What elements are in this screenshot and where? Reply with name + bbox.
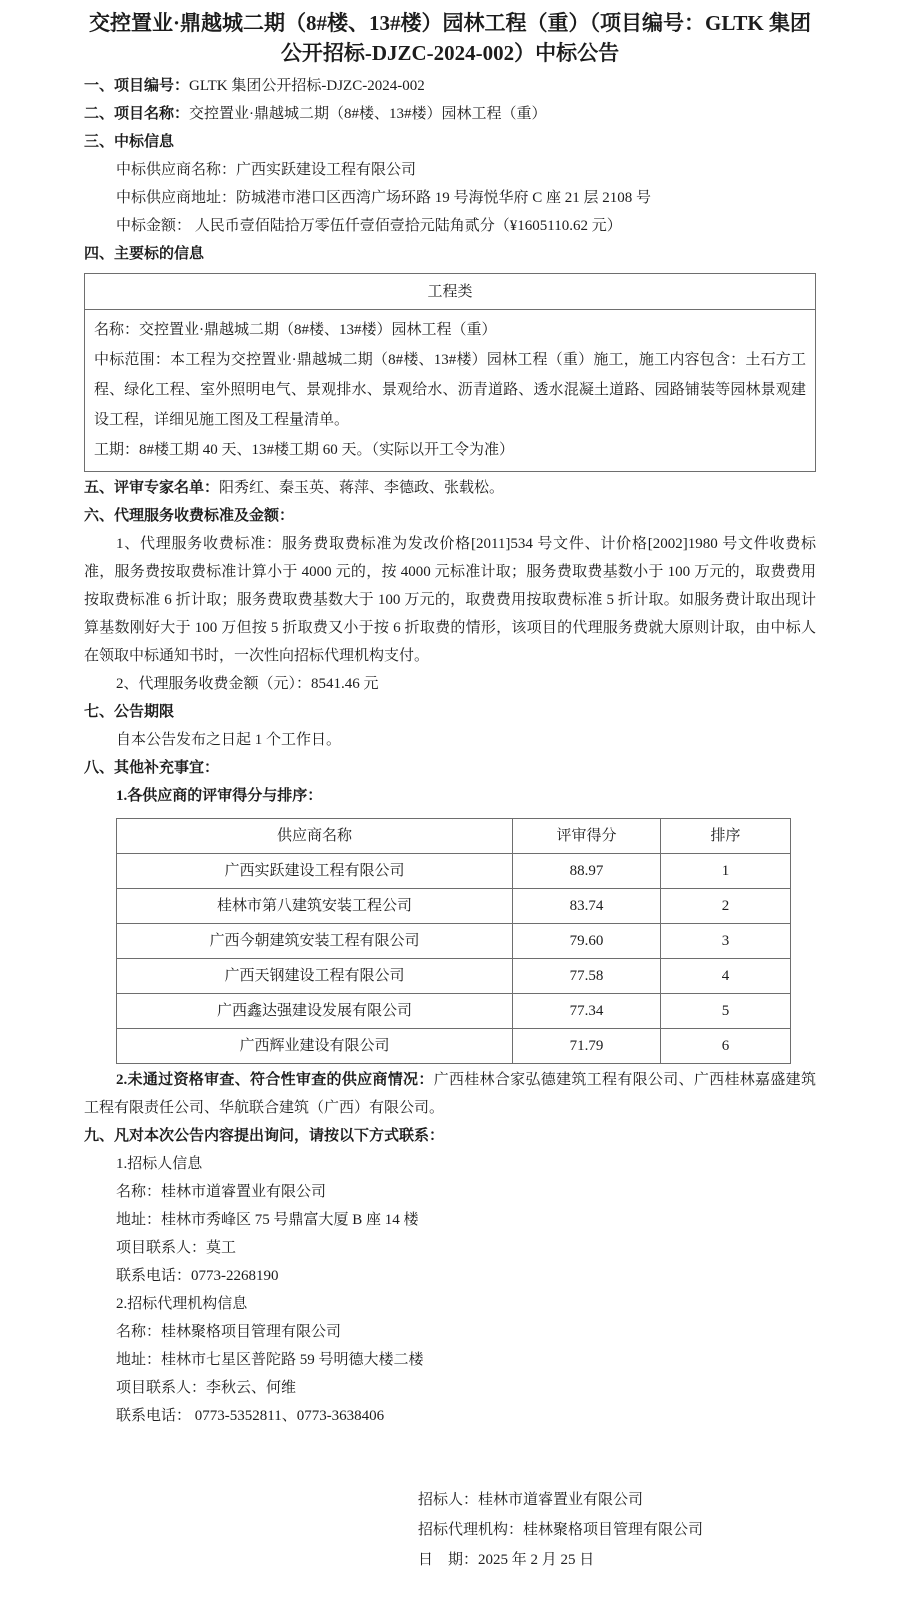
supplier-name-cell: 广西天钢建设工程有限公司 [117,959,513,994]
project-number-value: GLTK 集团公开招标-DJZC-2024-002 [189,78,425,94]
award-supplier-address: 中标供应商地址：防城港市港口区西湾广场环路 19 号海悦华府 C 座 21 层 2108 号 [116,190,652,206]
contact-agency-address: 地址：桂林市七星区普陀路 59 号明德大楼二楼 [116,1352,424,1368]
table-row [85,274,816,310]
document-title-line1: 交控置业·鼎越城二期（8#楼、13#楼）园林工程（重）（项目编号：GLTK 集团 [88,11,811,35]
score-cell: 71.79 [513,1029,661,1064]
table-row [117,1029,791,1064]
table-row [85,310,816,472]
rank-cell: 3 [661,924,791,959]
col-header-score: 评审得分 [513,819,661,854]
unqualified-suppliers-label: 2.未通过资格审查、符合性审查的供应商情况： [116,1072,434,1088]
col-header-rank: 排序 [661,819,791,854]
rank-cell: 6 [661,1029,791,1064]
document-title-line2: 公开招标-DJZC-2024-002）中标公告 [280,41,620,65]
signature-block [418,1485,816,1575]
section-experts [84,474,816,502]
contact-buyer-person: 项目联系人：莫工 [116,1240,237,1256]
project-name-value: 交控置业·鼎越城二期（8#楼、13#楼）园林工程（重） [189,106,547,122]
rank-cell: 2 [661,889,791,924]
contact-agency-person: 项目联系人：李秋云、何维 [116,1380,297,1396]
table-row [117,994,791,1029]
score-cell: 77.34 [513,994,661,1029]
contact-agency-name: 名称：桂林聚格项目管理有限公司 [116,1324,342,1340]
experts-value: 阳秀红、秦玉英、蒋萍、李德政、张载松。 [219,480,505,496]
score-cell: 83.74 [513,889,661,924]
subject-name: 名称：交控置业·鼎越城二期（8#楼、13#楼）园林工程（重） [94,322,497,338]
scores-subheading: 1.各供应商的评审得分与排序： [116,788,323,804]
table-row [117,889,791,924]
table-row [117,959,791,994]
supplier-scores-table [116,818,791,1064]
score-cell: 88.97 [513,854,661,889]
rank-cell: 5 [661,994,791,1029]
experts-label: 五、评审专家名单： [84,480,220,496]
signature-date: 日 期：2025 年 2 月 25 日 [418,1552,595,1568]
subject-table-body [85,310,816,472]
unqualified-suppliers-value: 广西桂林合家弘德建筑工程有限公司、广西桂林嘉盛建筑工程有限责任公司、华航联合建筑（广西）有限公司。 [84,1072,816,1116]
award-supplier-name: 中标供应商名称：广西实跃建设工程有限公司 [116,162,417,178]
supplier-name-cell: 广西辉业建设有限公司 [117,1029,513,1064]
project-name-label: 二、项目名称： [84,106,190,122]
award-amount: 中标金额： 人民币壹佰陆拾万零伍仟壹佰壹拾元陆角贰分（¥1605110.62 元） [116,218,622,234]
subject-duration: 工期：8#楼工期 40 天、13#楼工期 60 天。（实际以开工令为准） [94,442,515,458]
supplier-name-cell: 广西今朝建筑安装工程有限公司 [117,924,513,959]
announcement-period-body: 自本公告发布之日起 1 个工作日。 [116,732,342,748]
agency-fee-amount: 2、代理服务收费金额（元）：8541.46 元 [116,676,379,692]
table-row [117,854,791,889]
signature-tenderer: 招标人：桂林市道睿置业有限公司 [418,1492,644,1508]
section-project-number [84,72,816,100]
unqualified-suppliers [84,1066,816,1122]
contact-line-agency-title: 2.招标代理机构信息 [116,1296,248,1312]
subject-table-header: 工程类 [85,274,816,310]
contact-buyer-address: 地址：桂林市秀峰区 75 号鼎富大厦 B 座 14 楼 [116,1212,419,1228]
project-number-label: 一、项目编号： [84,78,190,94]
supplier-name-cell: 广西实跃建设工程有限公司 [117,854,513,889]
contact-buyer-phone: 联系电话：0773-2268190 [116,1268,279,1284]
subject-scope: 中标范围：本工程为交控置业·鼎越城二期（8#楼、13#楼）园林工程（重）施工，施工内容包含：土石方工程、绿化工程、室外照明电气、景观排水、景观给水、沥青道路、透水混凝土道路、园路铺装等园林景观建设工程，详细见施工图及工程量清单。 [94,352,806,428]
score-cell: 77.58 [513,959,661,994]
table-row [117,924,791,959]
subject-info-table [84,273,816,472]
section-project-name [84,100,816,128]
rank-cell: 1 [661,854,791,889]
contact-agency-phone: 联系电话： 0773-5352811、0773-3638406 [116,1408,385,1424]
signature-agency: 招标代理机构：桂林聚格项目管理有限公司 [418,1522,704,1538]
supplier-name-cell: 桂林市第八建筑安装工程公司 [117,889,513,924]
table-header-row [117,819,791,854]
section-agency-fee-heading: 六、代理服务收费标准及金额： [84,508,295,524]
section-other-matters-heading: 八、其他补充事宜： [84,760,220,776]
section-award-info-heading: 三、中标信息 [84,134,175,150]
agency-fee-standard: 1、代理服务收费标准：服务费取费标准为发改价格[2011]534 号文件、计价格[2002]1980 号文件收费标准，服务费按取费标准计算小于 4000 元的，按 4000 元标准计取；服务费取费基数小于 100 万元的，取费费用按取费标准 6 折计取；服务费取费基数大于 100 万元的，取费费用按取费标准 5 折计取。如服务费计取出现计算基数刚好大于 100 万但按 5 折取费又小于按 6 折取费的情形，该项目的代理服务费就大原则计取，由中标人在领取中标通知书时，一次性向招标代理机构支付。 [84,536,816,664]
score-cell: 79.60 [513,924,661,959]
contact-line-buyer-title: 1.招标人信息 [116,1156,203,1172]
section-contact-heading: 九、凡对本次公告内容提出询问，请按以下方式联系： [84,1128,445,1144]
document-title [84,8,816,68]
contact-buyer-name: 名称：桂林市道睿置业有限公司 [116,1184,327,1200]
col-header-supplier: 供应商名称 [117,819,513,854]
supplier-name-cell: 广西鑫达强建设发展有限公司 [117,994,513,1029]
section-announcement-period-heading: 七、公告期限 [84,704,175,720]
rank-cell: 4 [661,959,791,994]
section-subject-info-heading: 四、主要标的信息 [84,246,205,262]
